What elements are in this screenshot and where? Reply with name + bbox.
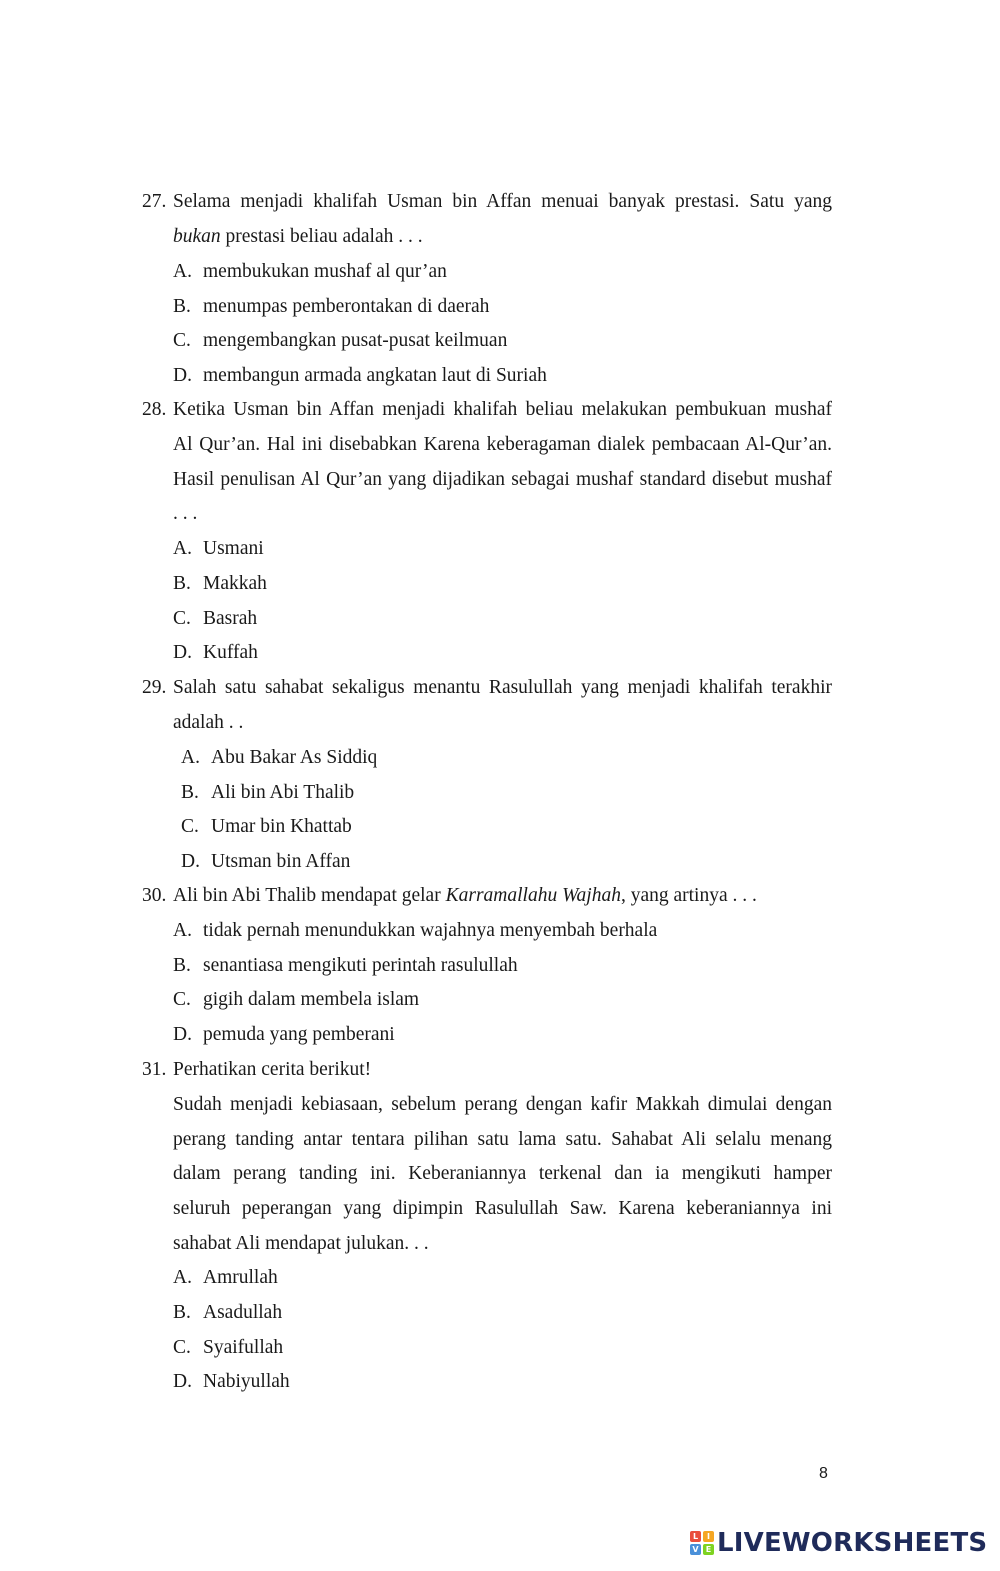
option-letter: A. (173, 1267, 192, 1288)
option-text: Asadullah (203, 1302, 283, 1323)
option-letter: B. (173, 955, 191, 976)
option-letter: B. (181, 782, 199, 803)
option-text: mengembangkan pusat-pusat keilmuan (203, 330, 508, 351)
option-text: Abu Bakar As Siddiq (211, 747, 378, 768)
option-letter: C. (173, 608, 191, 629)
option-text: Syaifullah (203, 1337, 284, 1358)
option-text: Umar bin Khattab (211, 816, 352, 837)
option-text: senantiasa mengikuti perintah rasulullah (203, 955, 518, 976)
liveworksheets-brand[interactable] (690, 1528, 987, 1558)
option-text: pemuda yang pemberani (203, 1024, 395, 1045)
option-letter: C. (173, 330, 191, 351)
question-number: 28. (142, 399, 167, 420)
option-letter: D. (173, 365, 192, 386)
option-letter: D. (173, 642, 192, 663)
option-letter: C. (173, 989, 191, 1010)
option-a[interactable] (173, 1266, 278, 1290)
brand-name: LIVEWORKSHEETS (717, 1528, 988, 1558)
question-27 (142, 190, 832, 390)
question-28 (142, 398, 832, 668)
option-letter: A. (173, 261, 192, 282)
question-text: , yang artinya . . . (620, 885, 757, 906)
emphasis-text: bukan (173, 226, 221, 247)
option-letter: C. (181, 816, 199, 837)
story-line: perang tanding antar tentara pilihan satu lama satu. Sahabat Ali selalu menang (173, 1129, 832, 1150)
question-text: Ali bin Abi Thalib mendapat gelar (173, 885, 446, 906)
option-letter: C. (173, 1337, 191, 1358)
question-number: 30. (142, 885, 167, 906)
option-d[interactable] (173, 1370, 290, 1394)
option-b[interactable] (173, 572, 267, 596)
option-letter: B. (173, 296, 191, 317)
option-text: menumpas pemberontakan di daerah (203, 296, 490, 317)
option-a[interactable] (173, 537, 264, 561)
liveworksheets-logo-icon (690, 1531, 714, 1555)
question-text-line: Perhatikan cerita berikut! (173, 1059, 372, 1080)
question-text-line: Hasil penulisan Al Qur’an yang dijadikan sebagai mushaf standard disebut mushaf (173, 469, 832, 490)
option-b[interactable] (173, 1301, 282, 1325)
option-c[interactable] (173, 988, 419, 1012)
option-letter: D. (173, 1024, 192, 1045)
option-text: Amrullah (203, 1267, 278, 1288)
option-c[interactable] (173, 329, 507, 353)
option-text: Basrah (203, 608, 258, 629)
question-text-line: Ketika Usman bin Affan menjadi khalifah beliau melakukan pembukuan mushaf (173, 399, 832, 420)
option-text: Kuffah (203, 642, 258, 663)
question-text: prestasi beliau adalah . . . (220, 226, 423, 247)
option-b[interactable] (181, 781, 354, 805)
option-a[interactable] (173, 260, 447, 284)
option-c[interactable] (173, 1336, 283, 1360)
option-letter: B. (173, 1302, 191, 1323)
question-30 (142, 884, 832, 1054)
option-text: membukukan mushaf al qur’an (203, 261, 447, 282)
question-number: 27. (142, 191, 167, 212)
option-text: Ali bin Abi Thalib (211, 782, 355, 803)
option-text: gigih dalam membela islam (203, 989, 420, 1010)
logo-tile: E (703, 1544, 714, 1555)
story-line: seluruh peperangan yang dipimpin Rasulullah Saw. Karena keberaniannya ini (173, 1198, 832, 1219)
option-a[interactable] (173, 919, 657, 943)
option-text: tidak pernah menundukkan wajahnya menyembah berhala (203, 920, 658, 941)
option-a[interactable] (181, 746, 377, 770)
option-d[interactable] (173, 641, 258, 665)
emphasis-text: Karramallahu Wajhah (445, 885, 621, 906)
story-line: dalam perang tanding ini. Keberaniannya terkenal dan ia mengikuti hamper (173, 1163, 832, 1184)
option-text: membangun armada angkatan laut di Suriah (203, 365, 547, 386)
question-text-line: Salah satu sahabat sekaligus menantu Rasulullah yang menjadi khalifah terakhir (173, 677, 832, 698)
question-text-line: Al Qur’an. Hal ini disebabkan Karena keberagaman dialek pembacaan Al-Qur’an. (173, 434, 832, 455)
page-number: 8 (819, 1465, 828, 1482)
option-d[interactable] (181, 850, 350, 874)
question-text-line: adalah . . (173, 712, 244, 733)
option-letter: D. (181, 851, 200, 872)
option-b[interactable] (173, 954, 518, 978)
story-line: Sudah menjadi kebiasaan, sebelum perang dengan kafir Makkah dimulai dengan (173, 1094, 832, 1115)
question-text-line (173, 884, 832, 908)
question-31 (142, 1058, 832, 1398)
option-text: Makkah (203, 573, 267, 594)
logo-tile: L (690, 1531, 701, 1542)
option-b[interactable] (173, 295, 489, 319)
option-letter: A. (173, 920, 192, 941)
question-text-line (173, 225, 832, 249)
question-number: 29. (142, 677, 167, 698)
question-29 (142, 676, 832, 876)
option-d[interactable] (173, 364, 547, 388)
option-letter: A. (181, 747, 200, 768)
story-line: sahabat Ali mendapat julukan. . . (173, 1233, 429, 1254)
option-d[interactable] (173, 1023, 395, 1047)
option-text: Nabiyullah (203, 1371, 290, 1392)
option-text: Usmani (203, 538, 264, 559)
question-text-line: . . . (173, 503, 198, 524)
option-letter: B. (173, 573, 191, 594)
question-text-line: Selama menjadi khalifah Usman bin Affan menuai banyak prestasi. Satu yang (173, 191, 832, 212)
option-c[interactable] (181, 815, 352, 839)
option-text: Utsman bin Affan (211, 851, 351, 872)
option-letter: A. (173, 538, 192, 559)
logo-tile: V (690, 1544, 701, 1555)
option-c[interactable] (173, 607, 257, 631)
logo-tile: I (703, 1531, 714, 1542)
question-number: 31. (142, 1059, 167, 1080)
option-letter: D. (173, 1371, 192, 1392)
